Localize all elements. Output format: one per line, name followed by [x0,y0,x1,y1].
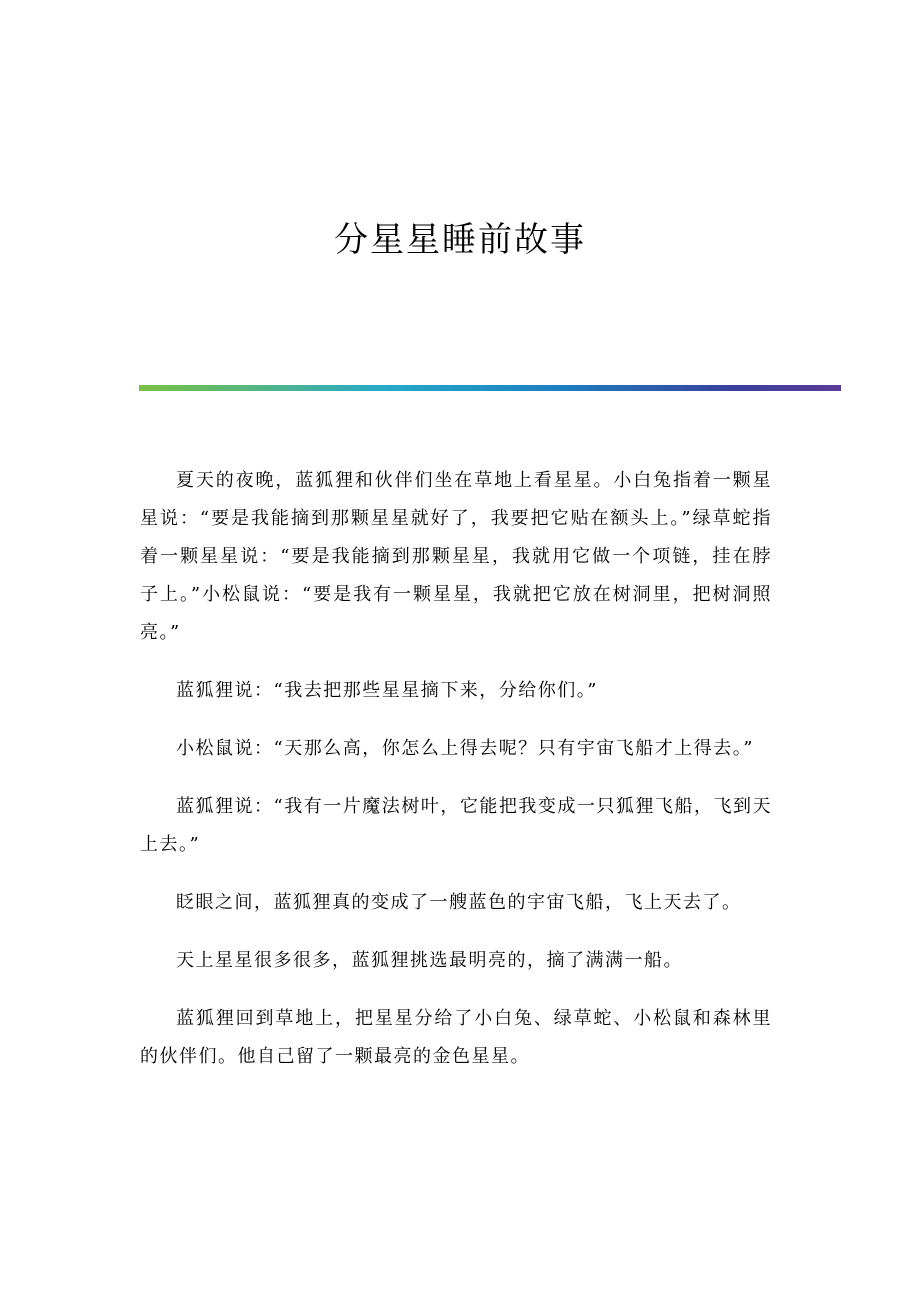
story-body [140,462,772,1096]
title-divider [139,385,841,391]
page-title: 分星星睡前故事 [334,220,586,260]
paragraph: 眨眼之间，蓝狐狸真的变成了一艘蓝色的宇宙飞船，飞上天去了。 [176,892,742,913]
paragraph: 天上星星很多很多，蓝狐狸挑选最明亮的，摘了满满一船。 [176,950,683,971]
paragraph: 小松鼠说：“天那么高，你怎么上得去呢？只有宇宙飞船才上得去。” [176,738,754,759]
paragraph: 蓝狐狸说：“我有一片魔法树叶，它能把我变成一只狐狸飞船，飞到天上去。” [140,796,772,855]
paragraph: 蓝狐狸回到草地上，把星星分给了小白兔、绿草蛇、小松鼠和森林里的伙伴们。他自己留了一颗最亮的金色星星。 [140,1008,772,1067]
paragraph: 蓝狐狸说：“我去把那些星星摘下来，分给你们。” [176,680,598,701]
paragraph: 夏天的夜晚，蓝狐狸和伙伴们坐在草地上看星星。小白兔指着一颗星星说：“要是我能摘到那颗星星就好了，我要把它贴在额头上。”绿草蛇指着一颗星星说：“要是我能摘到那颗星星，我就用它做一个项链，挂在脖子上。”小松鼠说：“要是我有一颗星星，我就把它放在树洞里，把树洞照亮。” [140,470,772,643]
